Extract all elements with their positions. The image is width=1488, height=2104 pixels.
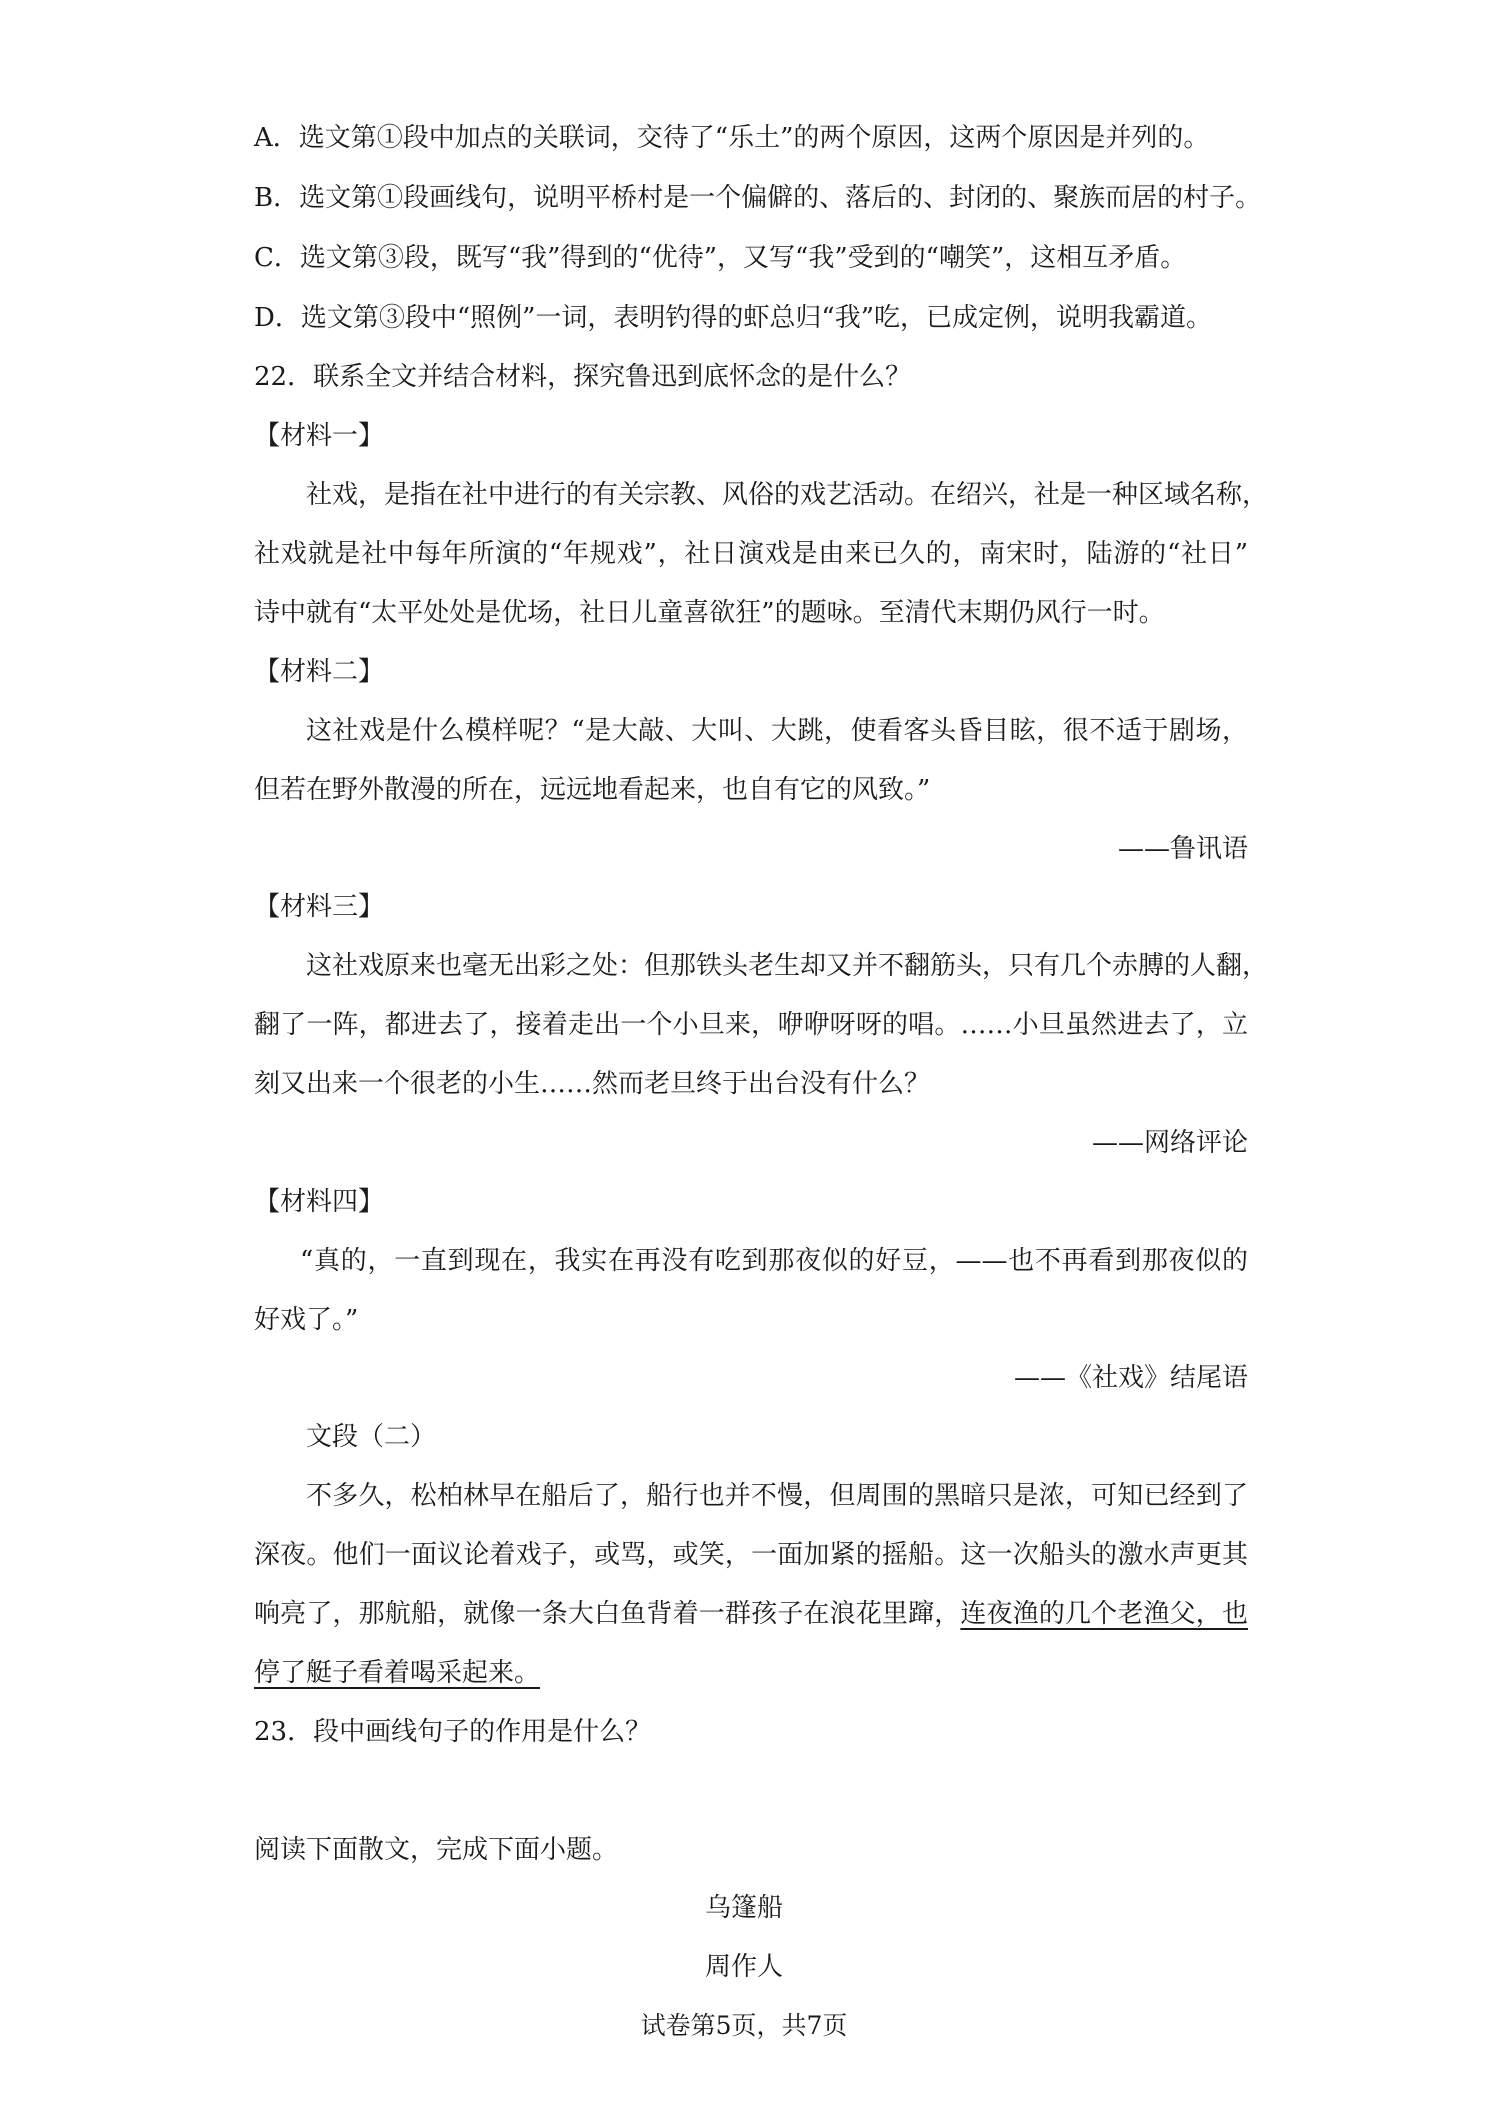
material-4-line: 好戏了。” — [254, 1305, 359, 1335]
option-a: A．选文第①段中加点的关联词，交待了“乐土”的两个原因，这两个原因是并列的。 — [254, 123, 1210, 153]
material-1-line: 社戏，是指在社中进行的有关宗教、风俗的戏艺活动。在绍兴，社是一种区域名称， — [306, 480, 1269, 510]
option-b: B．选文第①段画线句，说明平桥村是一个偏僻的、落后的、封闭的、聚族而居的村子。 — [254, 183, 1262, 213]
option-d: D．选文第③段中“照例”一词，表明钓得的虾总归“我”吃，已成定例，说明我霸道。 — [254, 303, 1213, 333]
underlined-sentence: 停了艇子看着喝采起来。 — [254, 1658, 541, 1688]
material-4-title: 【材料四】 — [254, 1187, 385, 1217]
passage-2-title: 文段（二） — [306, 1422, 437, 1452]
option-c: C．选文第③段，既写“我”得到的“优待”，又写“我”受到的“嘲笑”，这相互矛盾。 — [254, 243, 1187, 273]
passage-2-line — [254, 1594, 1248, 1634]
page-footer: 试卷第5页，共7页 — [640, 2011, 848, 2040]
passage-2-line: 不多久，松柏林早在船后了，船行也并不慢，但周围的黑暗只是浓，可知已经到了 — [306, 1481, 1248, 1511]
passage-2-text: 响亮了，那航船，就像一条大白鱼背着一群孩子在浪花里蹿， — [254, 1599, 961, 1629]
material-3-line: 翻了一阵，都进去了，接着走出一个小旦来，咿咿呀呀的唱。……小旦虽然进去了，立 — [254, 1010, 1248, 1040]
material-3-title: 【材料三】 — [254, 892, 385, 922]
passage-2-line — [254, 1653, 1248, 1693]
underlined-sentence: 连夜渔的几个老渔父，也 — [960, 1599, 1248, 1629]
question-23: 23．段中画线句子的作用是什么？ — [254, 1717, 652, 1747]
material-3-line: 刻又出来一个很老的小生……然而老旦终于出台没有什么？ — [254, 1069, 931, 1099]
material-3-line: 这社戏原来也毫无出彩之处：但那铁头老生却又并不翻筋头，只有几个赤膊的人翻， — [306, 951, 1269, 981]
question-22: 22．联系全文并结合材料，探究鲁迅到底怀念的是什么？ — [254, 362, 912, 392]
essay-title: 乌篷船 — [704, 1893, 783, 1923]
material-2-line: 但若在野外散漫的所在，远远地看起来，也自有它的风致。” — [254, 775, 931, 805]
material-1-line: 诗中就有“太平处处是优场，社日儿童喜欲狂”的题咏。至清代末期仍风行一时。 — [254, 598, 1165, 628]
material-1-title: 【材料一】 — [254, 421, 385, 451]
material-2-title: 【材料二】 — [254, 657, 385, 687]
material-4-source: ——《社戏》结尾语 — [1013, 1363, 1248, 1393]
material-3-source: ——网络评论 — [1091, 1128, 1248, 1158]
material-2-line: 这社戏是什么模样呢？“是大敲、大叫、大跳，使看客头昏目眩，很不适于剧场， — [306, 716, 1248, 746]
material-2-source: ——鲁讯语 — [1117, 834, 1248, 864]
reading-instruction: 阅读下面散文，完成下面小题。 — [254, 1835, 619, 1865]
passage-2-line: 深夜。他们一面议论着戏子，或骂，或笑，一面加紧的摇船。这一次船头的激水声更其 — [254, 1540, 1248, 1570]
material-4-line: “真的，一直到现在，我实在再没有吃到那夜似的好豆，——也不再看到那夜似的 — [300, 1246, 1248, 1276]
material-1-line: 社戏就是社中每年所演的“年规戏”，社日演戏是由来已久的，南宋时，陆游的“社日” — [254, 539, 1248, 569]
essay-author: 周作人 — [704, 1952, 783, 1982]
